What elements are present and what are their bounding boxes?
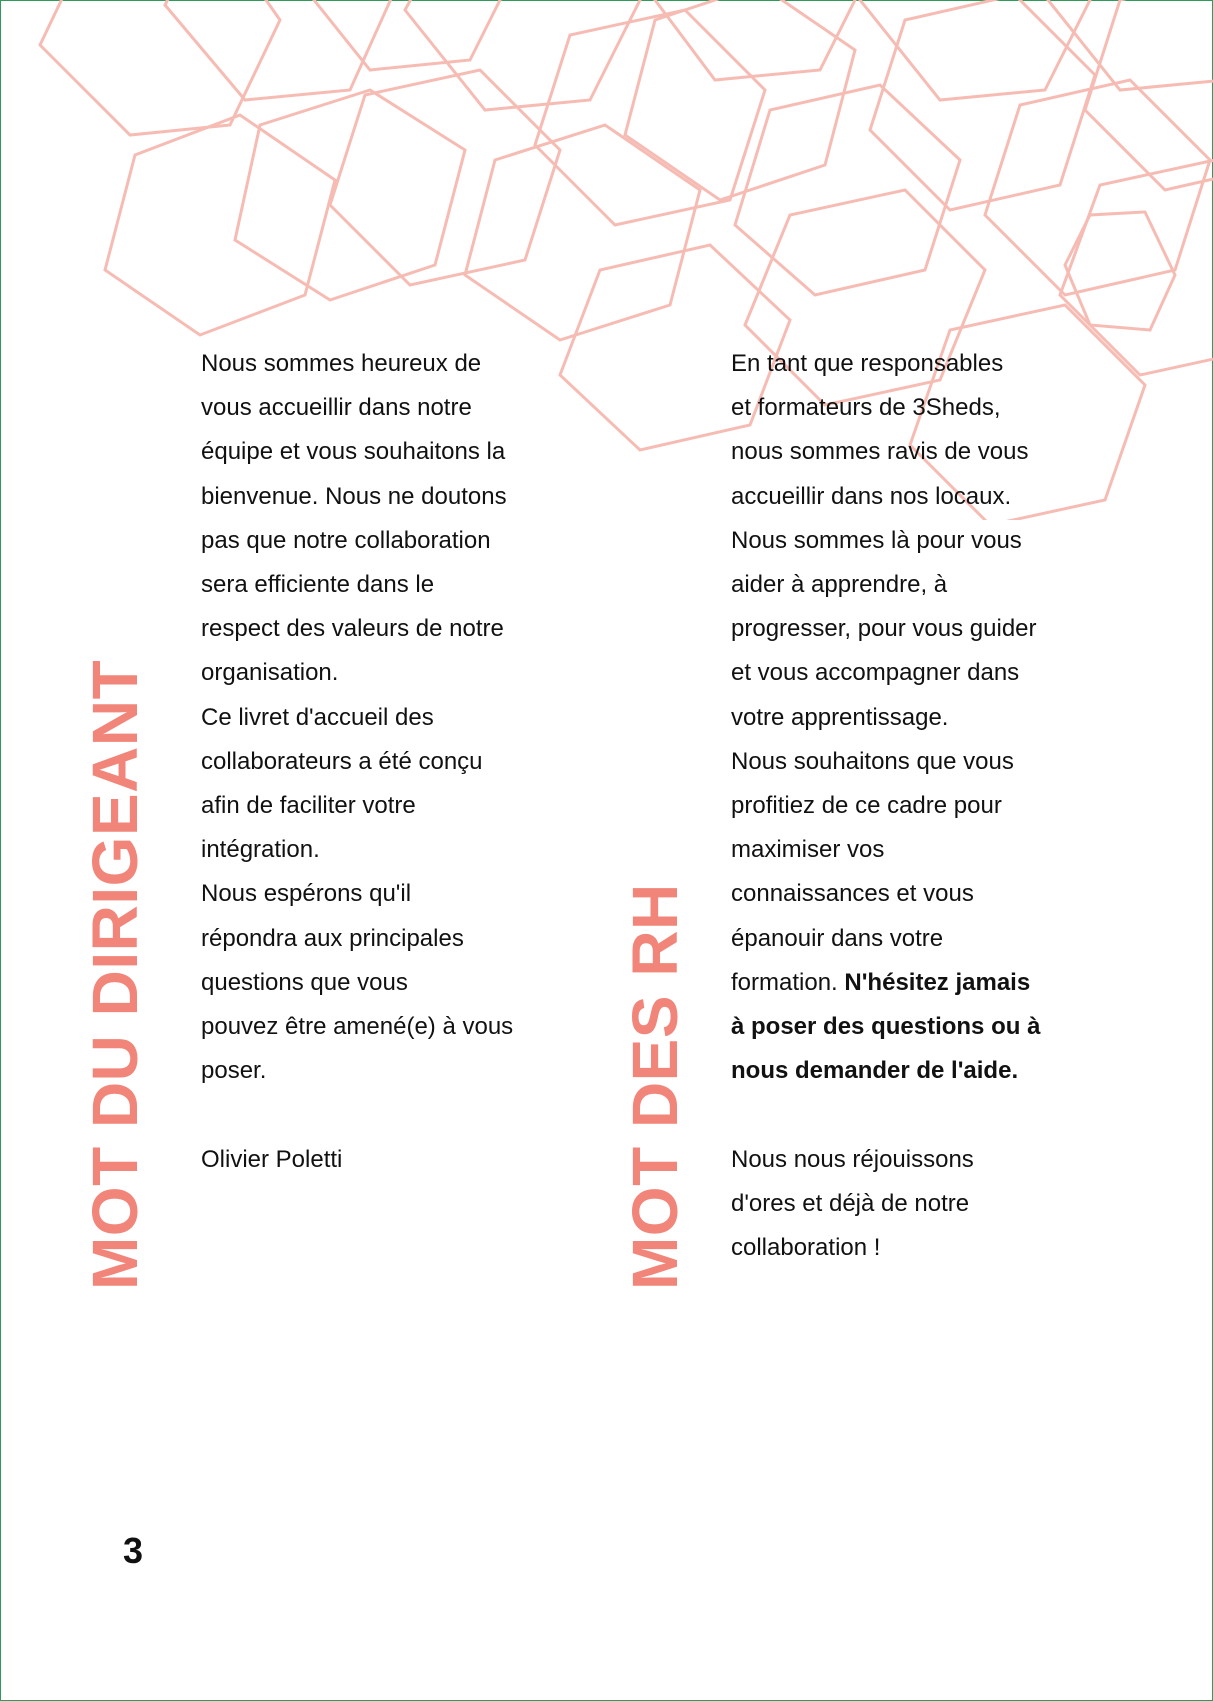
- signature: Olivier Poletti: [201, 1145, 343, 1173]
- text-plain: formation.: [731, 968, 845, 996]
- text-line: collaborateurs a été conçu: [201, 747, 483, 775]
- text-line: et vous accompagner dans: [731, 659, 1020, 687]
- text-line: maximiser vos: [731, 836, 885, 864]
- text-line: poser.: [201, 1057, 267, 1085]
- text-line: et formateurs de 3Sheds,: [731, 394, 1001, 422]
- text-line: pouvez être amené(e) à vous: [201, 1013, 514, 1041]
- page-number: 3: [123, 1530, 144, 1571]
- section-title-mot-des-rh: MOT DES RH: [619, 883, 691, 1290]
- text-line: Nous souhaitons que vous: [731, 747, 1014, 775]
- text-line: Nous sommes heureux de: [201, 350, 482, 377]
- text-line: nous sommes ravis de vous: [731, 438, 1029, 466]
- text-line: pas que notre collaboration: [201, 526, 491, 554]
- paragraph-spacer: [201, 1093, 551, 1137]
- text-line: questions que vous: [201, 968, 408, 996]
- text-line: épanouir dans votre: [731, 924, 944, 952]
- text-line: votre apprentissage.: [731, 703, 949, 731]
- text-emphasis-line: à poser des questions ou à: [731, 1013, 1041, 1041]
- text-line: Nous sommes là pour vous: [731, 526, 1022, 554]
- text-line: organisation.: [201, 659, 339, 687]
- text-line: vous accueillir dans notre: [201, 394, 472, 422]
- text-line: sera efficiente dans le: [201, 571, 435, 599]
- dirigeant-message: [201, 342, 551, 1182]
- text-line: répondra aux principales: [201, 924, 464, 952]
- text-line-mixed: [731, 961, 1081, 1005]
- rh-message: [731, 342, 1081, 1270]
- closing-line: d'ores et déjà de notre: [731, 1189, 970, 1217]
- text-line: respect des valeurs de notre: [201, 615, 504, 643]
- text-line: connaissances et vous: [731, 880, 974, 908]
- text-line: intégration.: [201, 836, 320, 864]
- text-line: équipe et vous souhaitons la: [201, 438, 506, 466]
- text-line: Ce livret d'accueil des: [201, 703, 434, 731]
- text-emphasis-line: nous demander de l'aide.: [731, 1057, 1019, 1085]
- closing-line: collaboration !: [731, 1234, 881, 1262]
- text-emphasis: N'hésitez jamais: [844, 968, 1031, 996]
- section-title-mot-du-dirigeant: MOT DU DIRIGEANT: [79, 659, 151, 1290]
- text-line: bienvenue. Nous ne doutons: [201, 482, 507, 510]
- text-line: En tant que responsables: [731, 350, 1004, 377]
- text-line: accueillir dans nos locaux.: [731, 482, 1012, 510]
- text-line: profitiez de ce cadre pour: [731, 792, 1002, 820]
- text-line: aider à apprendre, à: [731, 571, 948, 599]
- text-line: progresser, pour vous guider: [731, 615, 1037, 643]
- paragraph-spacer: [731, 1093, 1081, 1137]
- text-line: Nous espérons qu'il: [201, 880, 412, 908]
- text-line: afin de faciliter votre: [201, 792, 416, 820]
- closing-line: Nous nous réjouissons: [731, 1145, 974, 1173]
